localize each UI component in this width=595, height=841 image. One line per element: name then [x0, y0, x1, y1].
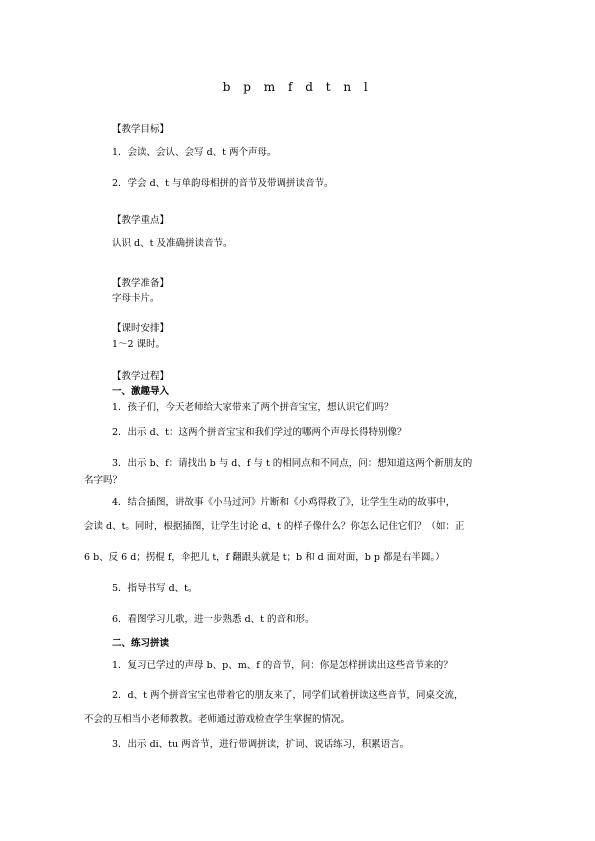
goal-item-1: 1．会读、会认、会写 d、t 两个声母。 — [112, 147, 277, 158]
goal-item-2: 2．学会 d、t 与单韵母相拼的音节及带调拼读音节。 — [112, 178, 334, 189]
practice-item-2-line-2: 不会的互相当小老师教教。老师通过游戏检查学生掌握的情况。 — [84, 714, 351, 725]
prep-text: 字母卡片。 — [112, 293, 160, 304]
process-item-1: 1．孩子们，今天老师给大家带来了两个拼音宝宝，想认识它们吗？ — [112, 402, 394, 413]
section-1-heading: 一、激趣导入 — [112, 386, 170, 397]
focus-heading: 【教学重点】 — [112, 215, 170, 226]
prep-heading: 【教学准备】 — [112, 278, 170, 289]
page-title: b p m f d t n l — [222, 80, 373, 94]
process-item-3-line-2: 名字吗？ — [84, 475, 123, 486]
practice-item-1: 1．复习已学过的声母 b、p、m、f 的音节，问：你是怎样拼读出这些音节来的？ — [112, 660, 453, 671]
process-item-4-line-2: 会读 d、t。同时，根据插图，让学生讨论 d、t 的样子像什么？你怎么记住它们？（如：正 — [84, 521, 465, 532]
process-item-4-line-3: 6 b、反 6 d；拐棍 f，伞把儿 t，f 翻跟头就是 t；b 和 d 面对面，b p 都是右半圆。） — [84, 552, 445, 563]
section-2-heading: 二、练习拼读 — [112, 638, 170, 649]
goal-heading: 【教学目标】 — [112, 124, 170, 135]
process-item-6: 6．看图学习儿歌，进一步熟悉 d、t 的音和形。 — [112, 614, 315, 625]
focus-text: 认识 d、t 及准确拼读音节。 — [112, 238, 233, 249]
practice-item-3: 3．出示 di、tu 两音节，进行带调拼读，扩词、说话练习，积累语言。 — [112, 739, 410, 750]
schedule-text: 1～2 课时。 — [112, 339, 166, 350]
process-item-4-line-1: 4．结合插图，讲故事《小马过河》片断和《小鸡得救了》，让学生生动的故事中， — [112, 497, 456, 508]
process-item-2: 2．出示 d、t：这两个拼音宝宝和我们学过的哪两个声母长得特别像？ — [112, 427, 407, 438]
process-heading: 【教学过程】 — [112, 371, 170, 382]
schedule-heading: 【课时安排】 — [112, 323, 170, 334]
process-item-3-line-1: 3．出示 b、f：请找出 b 与 d、f 与 t 的相同点和不同点，问：想知道这两个新朋友的 — [112, 458, 473, 469]
process-item-5: 5．指导书写 d、t。 — [112, 583, 198, 594]
practice-item-2-line-1: 2．d、t 两个拼音宝宝也带着它的朋友来了，同学们试着拼读这些音节，同桌交流， — [112, 690, 464, 701]
